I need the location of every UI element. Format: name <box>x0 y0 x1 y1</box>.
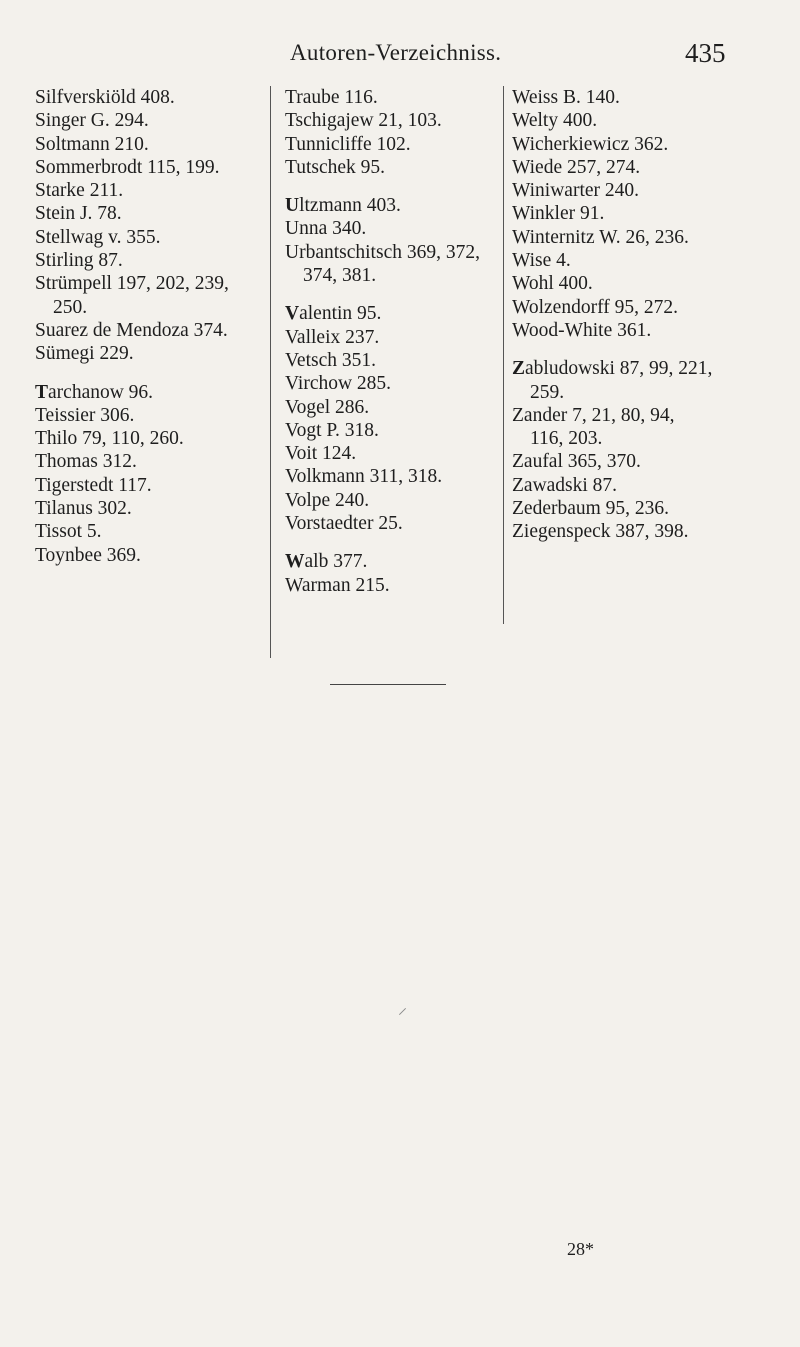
index-entry <box>35 450 263 473</box>
entry-text: Virchow 285. <box>285 373 392 395</box>
running-title: Autoren-Verzeichniss. <box>290 40 502 65</box>
entry-text: Walb 377. <box>285 551 368 573</box>
index-entry <box>35 109 263 132</box>
end-rule <box>330 684 446 685</box>
entry-text: Tutschek 95. <box>285 156 386 178</box>
index-column-3 <box>503 86 744 624</box>
index-entry <box>512 179 744 202</box>
entry-text: Vogt P. 318. <box>285 419 379 441</box>
entry-text: Sommerbrodt 115, 199. <box>35 156 220 178</box>
letter-group-gap <box>285 535 509 550</box>
index-entry <box>512 272 744 295</box>
index-entry <box>512 404 744 451</box>
entry-text: Zederbaum 95, 236. <box>512 498 670 520</box>
index-entry <box>35 404 263 427</box>
index-entry <box>285 109 509 132</box>
index-entry <box>285 86 509 109</box>
entry-text: Winternitz W. 26, 236. <box>512 226 689 248</box>
index-entry <box>512 474 744 497</box>
index-entry <box>512 202 744 225</box>
index-entry <box>512 133 744 156</box>
entry-text: Thomas 312. <box>35 451 137 473</box>
entry-text: Urbantschitsch 369, 372, <box>285 241 480 263</box>
index-entry <box>35 272 263 319</box>
entry-continuation: 374, 381. <box>303 265 377 287</box>
entry-text: Vorstaedter 25. <box>285 513 403 535</box>
entry-text: Winkler 91. <box>512 203 605 225</box>
entry-text: Welty 400. <box>512 110 598 132</box>
letter-group-gap <box>285 287 509 302</box>
index-entry <box>512 497 744 520</box>
index-entry <box>285 550 509 573</box>
entry-text: Suarez de Mendoza 374. <box>35 319 228 341</box>
entry-text: Valentin 95. <box>285 303 382 325</box>
entry-text: Wood-White 361. <box>512 319 652 341</box>
entry-text: Winiwarter 240. <box>512 180 640 202</box>
entry-text: Starke 211. <box>35 180 124 202</box>
entry-text: Vetsch 351. <box>285 349 376 371</box>
entry-text: Wolzendorff 95, 272. <box>512 296 678 318</box>
index-entry <box>35 86 263 109</box>
entry-text: Traube 116. <box>285 87 378 108</box>
index-entry <box>285 302 509 325</box>
entry-text: Thilo 79, 110, 260. <box>35 428 184 450</box>
letter-group-gap <box>285 179 509 194</box>
index-entry <box>285 217 509 240</box>
entry-text: Weiss B. 140. <box>512 87 620 108</box>
index-entry <box>35 427 263 450</box>
index-entry <box>285 133 509 156</box>
entry-continuation: 250. <box>53 296 88 318</box>
index-entry <box>512 156 744 179</box>
index-entry <box>285 396 509 419</box>
entry-continuation: 116, 203. <box>530 428 603 450</box>
entry-text: Teissier 306. <box>35 404 135 426</box>
index-entry <box>285 442 509 465</box>
index-entry <box>285 349 509 372</box>
index-entry <box>35 497 263 520</box>
index-column-2 <box>270 86 509 658</box>
letter-group-gap <box>35 366 263 381</box>
entry-text: Wicherkiewicz 362. <box>512 133 669 155</box>
index-entry <box>285 156 509 179</box>
signature-mark: 28* <box>567 1239 594 1259</box>
index-entry <box>285 241 509 288</box>
entry-text: Wiede 257, 274. <box>512 156 641 178</box>
index-entry <box>35 520 263 543</box>
index-entry <box>285 372 509 395</box>
index-entry <box>35 156 263 179</box>
entry-text: Zawadski 87. <box>512 474 618 496</box>
index-entry <box>512 109 744 132</box>
index-entry <box>35 249 263 272</box>
index-entry <box>512 226 744 249</box>
index-column-1 <box>35 86 263 567</box>
entry-text: Ultzmann 403. <box>285 195 401 217</box>
index-entry <box>35 381 263 404</box>
entry-text: Valleix 237. <box>285 326 380 348</box>
index-entry <box>35 179 263 202</box>
index-entry <box>512 296 744 319</box>
entry-text: Volpe 240. <box>285 489 370 511</box>
index-entry <box>35 319 263 342</box>
index-entry <box>35 133 263 156</box>
page-header <box>0 38 800 78</box>
index-entry <box>35 202 263 225</box>
index-entry <box>285 419 509 442</box>
entry-text: Vogel 286. <box>285 396 370 418</box>
index-entry <box>512 319 744 342</box>
index-entry <box>512 249 744 272</box>
entry-text: Tigerstedt 117. <box>35 474 152 496</box>
print-speck <box>399 1008 406 1015</box>
index-entry <box>285 489 509 512</box>
entry-text: Tissot 5. <box>35 521 102 543</box>
entry-text: Wohl 400. <box>512 273 593 295</box>
entry-text: Singer G. 294. <box>35 110 149 132</box>
entry-text: Strümpell 197, 202, 239, <box>35 273 229 295</box>
index-entry <box>35 544 263 567</box>
index-entry <box>285 512 509 535</box>
entry-text: Silfverskiöld 408. <box>35 87 175 108</box>
index-entry <box>512 86 744 109</box>
entry-text: Tarchanow 96. <box>35 381 154 403</box>
entry-text: Stirling 87. <box>35 250 123 272</box>
index-entry <box>285 326 509 349</box>
entry-text: Unna 340. <box>285 218 367 240</box>
page-number: 435 <box>685 38 726 68</box>
entry-continuation: 259. <box>530 381 565 403</box>
entry-text: Toynbee 369. <box>35 544 141 566</box>
letter-group-gap <box>512 342 744 357</box>
index-entry <box>35 342 263 365</box>
index-entry <box>35 226 263 249</box>
index-entry <box>512 450 744 473</box>
entry-text: Voit 124. <box>285 443 357 465</box>
entry-text: Tilanus 302. <box>35 498 132 520</box>
entry-text: Soltmann 210. <box>35 133 149 155</box>
entry-text: Wise 4. <box>512 250 571 272</box>
entry-text: Stellwag v. 355. <box>35 226 161 248</box>
index-entry <box>285 574 509 597</box>
index-entry <box>285 465 509 488</box>
entry-text: Zaufal 365, 370. <box>512 451 641 473</box>
entry-text: Ziegenspeck 387, 398. <box>512 521 689 543</box>
index-entry <box>35 474 263 497</box>
index-entry <box>512 520 744 543</box>
entry-text: Sümegi 229. <box>35 343 134 365</box>
entry-text: Tunnicliffe 102. <box>285 133 411 155</box>
entry-text: Zabludowski 87, 99, 221, <box>512 358 713 380</box>
entry-text: Zander 7, 21, 80, 94, <box>512 404 675 426</box>
index-entry <box>512 357 744 404</box>
entry-text: Warman 215. <box>285 574 390 596</box>
entry-text: Tschigajew 21, 103. <box>285 110 442 132</box>
entry-text: Volkmann 311, 318. <box>285 466 443 488</box>
entry-text: Stein J. 78. <box>35 203 122 225</box>
index-entry <box>285 194 509 217</box>
